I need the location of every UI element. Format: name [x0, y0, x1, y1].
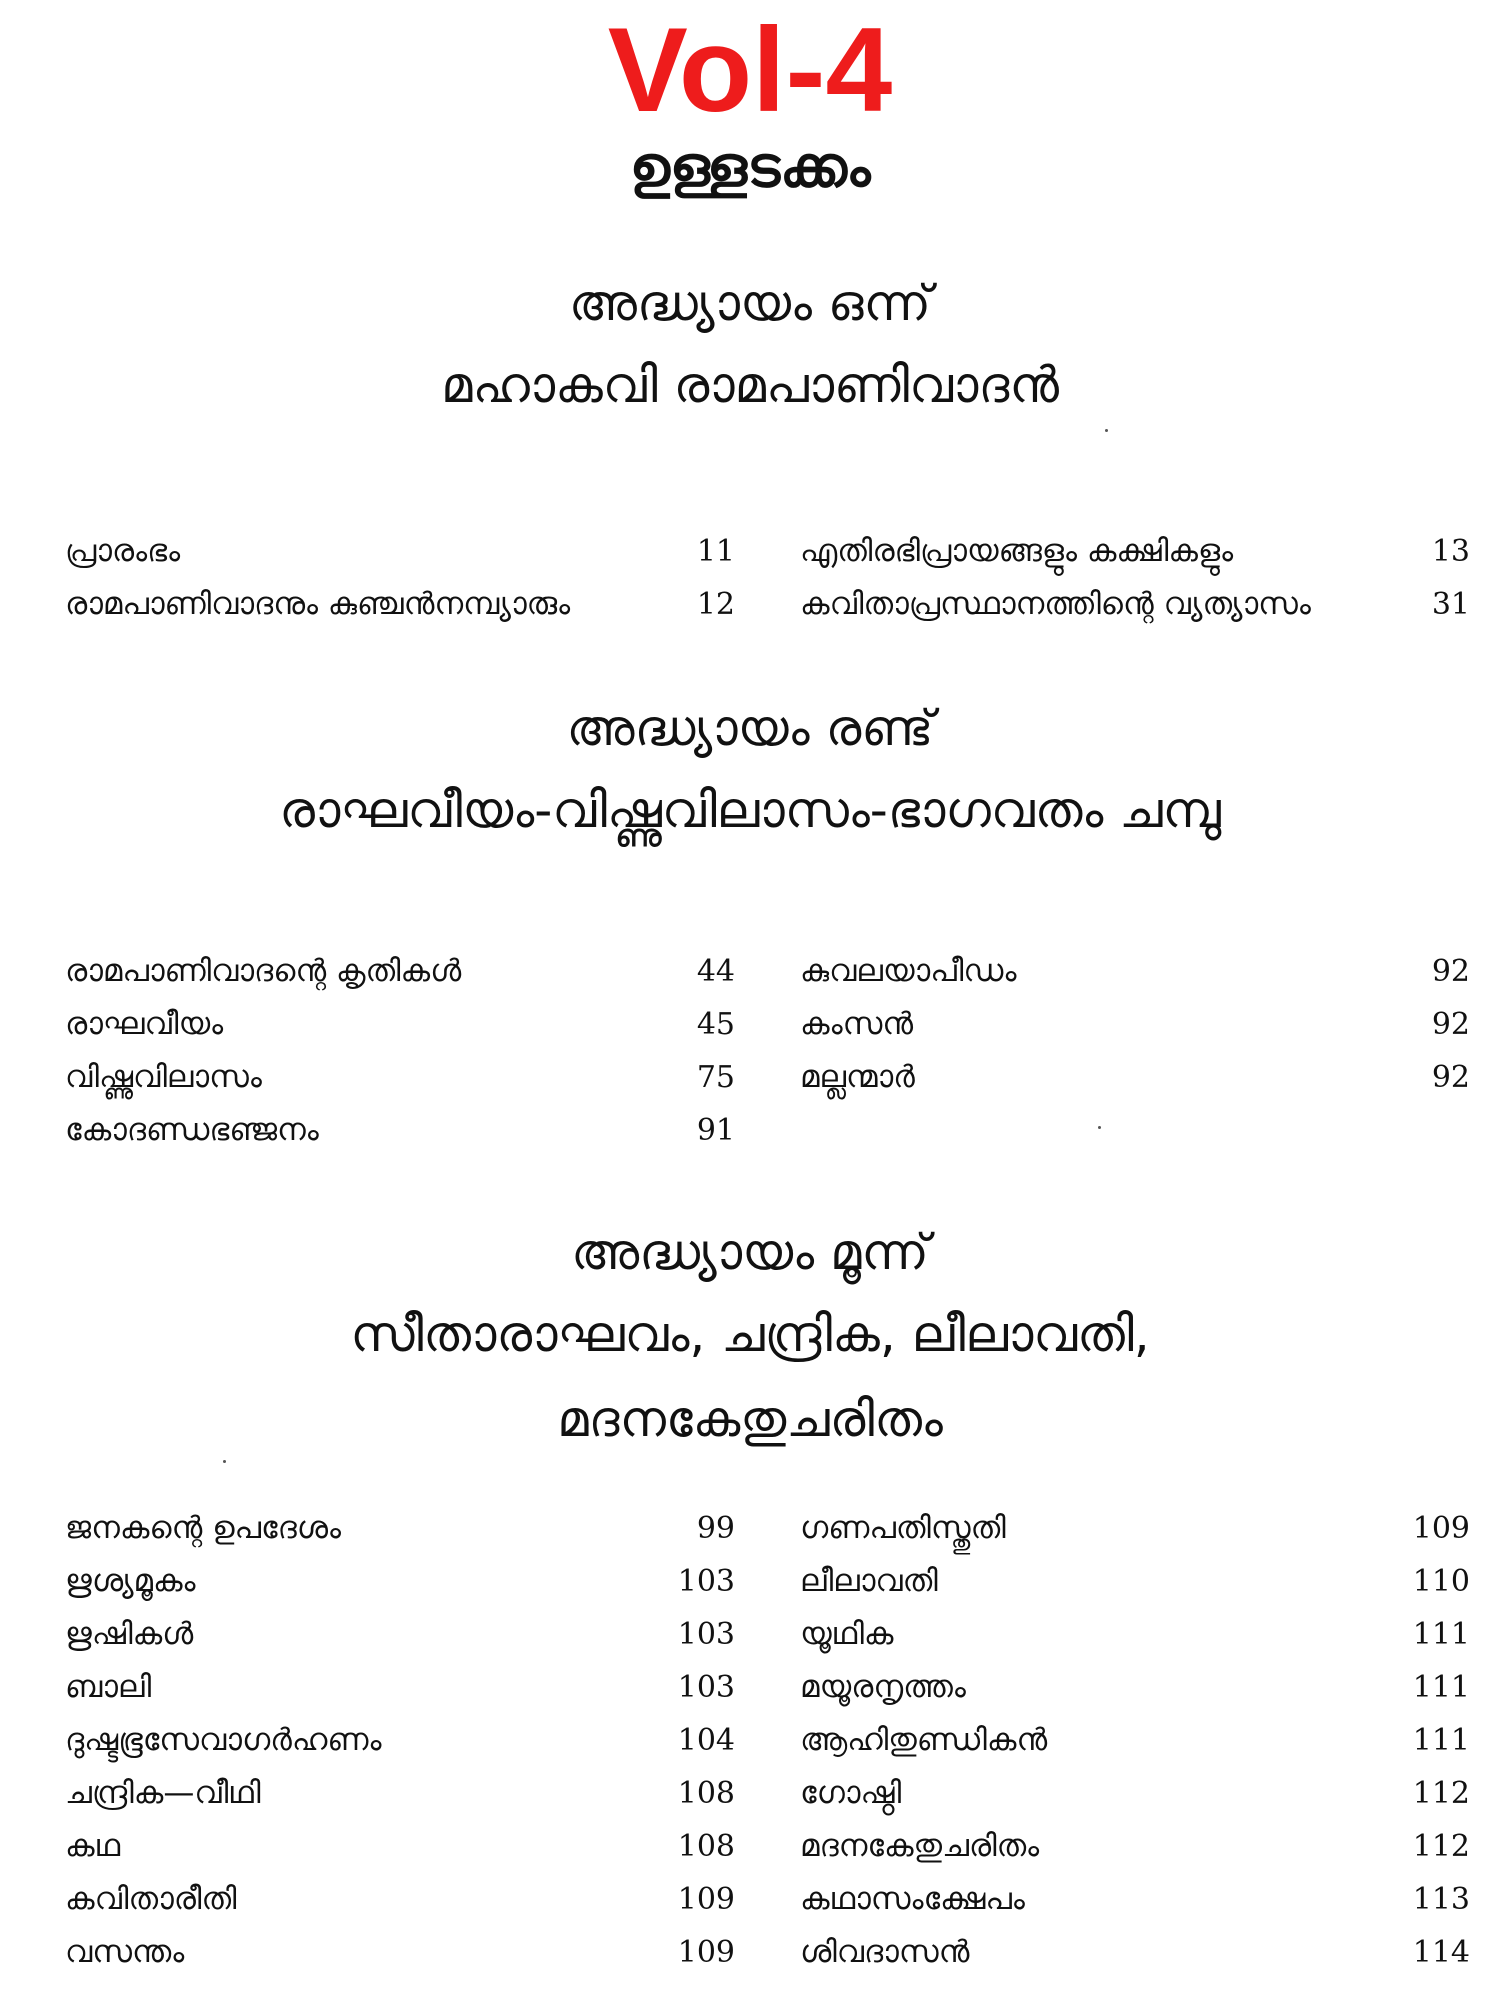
entry-title: കംസൻ	[800, 1006, 914, 1042]
entry-title: മയൂരനൃത്തം	[800, 1669, 966, 1705]
scan-speck	[1098, 1126, 1101, 1129]
scan-speck	[223, 1460, 226, 1463]
toc-entry[interactable]	[65, 1502, 735, 1555]
entry-page: 92	[1431, 1060, 1470, 1095]
chapter-title: മദനകേതുചരിതം	[557, 1390, 943, 1448]
chapter-2-right-column	[800, 945, 1470, 1104]
chapter-number: അദ്ധ്യായം ഒന്ന്	[568, 274, 932, 332]
entry-title: കവിതാപ്രസ്ഥാനത്തിന്റെ വ്യത്യാസം	[800, 586, 1311, 622]
entry-page: 112	[1412, 1776, 1470, 1811]
entry-title: ദുഷ്ടഭൂസേവാഗർഹണം	[65, 1722, 382, 1758]
entry-page: 104	[677, 1723, 735, 1758]
chapter-title: മഹാകവി രാമപാണിവാദൻ	[441, 356, 1059, 414]
chapter-title: രാഘവീയം-വിഷ്ണുവിലാസം-ഭാഗവതം ചമ്പു	[279, 781, 1221, 839]
chapter-number: അദ്ധ്യായം രണ്ട്	[566, 699, 934, 757]
entry-page: 103	[677, 1564, 735, 1599]
entry-page: 92	[1431, 954, 1470, 989]
entry-title: വസന്തം	[65, 1934, 185, 1970]
toc-entry[interactable]	[800, 1820, 1470, 1873]
toc-entry[interactable]	[800, 1926, 1470, 1979]
entry-title: വിഷ്ണുവിലാസം	[65, 1059, 262, 1095]
entry-page: 110	[1412, 1564, 1470, 1599]
chapter-1-heading	[0, 263, 1500, 428]
entry-page: 44	[696, 954, 735, 989]
entry-title: ഋശ്യമൂകം	[65, 1563, 196, 1599]
toc-entry[interactable]	[800, 1608, 1470, 1661]
entry-page: 45	[696, 1007, 735, 1042]
entry-title: ആഹിതുണ്ഡികൻ	[800, 1722, 1048, 1758]
entry-title: ചന്ദ്രിക—വീഥി	[65, 1775, 261, 1811]
entry-page: 92	[1431, 1007, 1470, 1042]
chapter-1-right-column	[800, 525, 1470, 631]
toc-entry[interactable]	[800, 945, 1470, 998]
entry-page: 114	[1412, 1935, 1470, 1970]
chapter-3-right-column	[800, 1502, 1470, 1979]
entry-page: 108	[677, 1829, 735, 1864]
entry-title: ഋഷികൾ	[65, 1616, 194, 1652]
toc-entry[interactable]	[65, 1767, 735, 1820]
toc-entry[interactable]	[65, 1714, 735, 1767]
entry-page: 111	[1412, 1723, 1470, 1758]
entry-page: 111	[1412, 1670, 1470, 1705]
entry-title: ഗണപതിസ്തുതി	[800, 1510, 1006, 1546]
entry-title: എതിരഭിപ്രായങ്ങളും കക്ഷികളും	[800, 533, 1234, 569]
entry-page: 91	[696, 1113, 735, 1148]
entry-page: 111	[1412, 1617, 1470, 1652]
toc-entry[interactable]	[65, 1608, 735, 1661]
chapter-3-left-column	[65, 1502, 735, 1979]
scan-speck	[1105, 429, 1108, 432]
toc-entry[interactable]	[800, 1661, 1470, 1714]
toc-entry[interactable]	[65, 1820, 735, 1873]
entry-title: കുവലയാപീഡം	[800, 953, 1017, 989]
toc-entry[interactable]	[800, 1714, 1470, 1767]
volume-label: Vol-4	[607, 3, 893, 137]
toc-entry[interactable]	[800, 1873, 1470, 1926]
entry-page: 112	[1412, 1829, 1470, 1864]
toc-entry[interactable]	[800, 525, 1470, 578]
entry-page: 75	[696, 1060, 735, 1095]
chapter-2-left-column	[65, 945, 735, 1157]
toc-entry[interactable]	[65, 1104, 735, 1157]
entry-page: 103	[677, 1617, 735, 1652]
entry-title: കഥാസംക്ഷേപം	[800, 1881, 1025, 1917]
entry-page: 11	[696, 534, 735, 569]
toc-entry[interactable]	[65, 945, 735, 998]
toc-entry[interactable]	[800, 1767, 1470, 1820]
entry-title: മല്ലന്മാർ	[800, 1059, 915, 1095]
entry-title: ജനകന്റെ ഉപദേശം	[65, 1510, 342, 1546]
entry-page: 31	[1431, 587, 1470, 622]
entry-page: 12	[696, 587, 735, 622]
toc-entry[interactable]	[65, 1661, 735, 1714]
entry-title: രാമപാണിവാദന്റെ കൃതികൾ	[65, 953, 462, 989]
toc-entry[interactable]	[65, 1873, 735, 1926]
chapter-2-heading	[0, 688, 1500, 853]
entry-title: കോദണ്ഡഭഞ്ജനം	[65, 1112, 319, 1148]
entry-title: ലീലാവതി	[800, 1563, 938, 1599]
entry-page: 109	[677, 1882, 735, 1917]
entry-title: പ്രാരംഭം	[65, 533, 181, 569]
entry-title: രാഘവീയം	[65, 1006, 224, 1042]
chapter-title: സീതാരാഘവം, ചന്ദ്രിക, ലീലാവതി,	[350, 1305, 1150, 1363]
entry-title: രാമപാണിവാദനും കുഞ്ചൻനമ്പ്യാരും	[65, 586, 571, 622]
entry-page: 113	[1412, 1882, 1470, 1917]
contents-title: ഉള്ളടക്കം	[629, 135, 871, 200]
entry-page: 109	[677, 1935, 735, 1970]
toc-entry[interactable]	[65, 998, 735, 1051]
entry-page: 99	[696, 1511, 735, 1546]
entry-title: കവിതാരീതി	[65, 1881, 237, 1917]
toc-entry[interactable]	[65, 1051, 735, 1104]
entry-page: 103	[677, 1670, 735, 1705]
toc-entry[interactable]	[800, 998, 1470, 1051]
entry-title: കഥ	[65, 1828, 121, 1864]
toc-entry[interactable]	[800, 1555, 1470, 1608]
toc-entry[interactable]	[65, 1555, 735, 1608]
toc-entry[interactable]	[800, 1051, 1470, 1104]
chapter-1-left-column	[65, 525, 735, 631]
entry-title: ബാലി	[65, 1669, 152, 1705]
entry-page: 108	[677, 1776, 735, 1811]
chapter-number: അദ്ധ്യായം മൂന്ന്	[571, 1223, 929, 1281]
toc-entry[interactable]	[800, 578, 1470, 631]
entry-title: മദനകേതുചരിതം	[800, 1828, 1040, 1864]
entry-title: ശിവദാസൻ	[800, 1934, 970, 1970]
toc-entry[interactable]	[65, 578, 735, 631]
toc-entry[interactable]	[65, 525, 735, 578]
toc-entry[interactable]	[65, 1926, 735, 1979]
entry-page: 13	[1431, 534, 1470, 569]
entry-page: 109	[1412, 1511, 1470, 1546]
entry-title: യൂഥിക	[800, 1616, 894, 1652]
toc-entry[interactable]	[800, 1502, 1470, 1555]
chapter-3-heading	[0, 1212, 1500, 1462]
entry-title: ഗോഷ്ഠി	[800, 1775, 902, 1811]
